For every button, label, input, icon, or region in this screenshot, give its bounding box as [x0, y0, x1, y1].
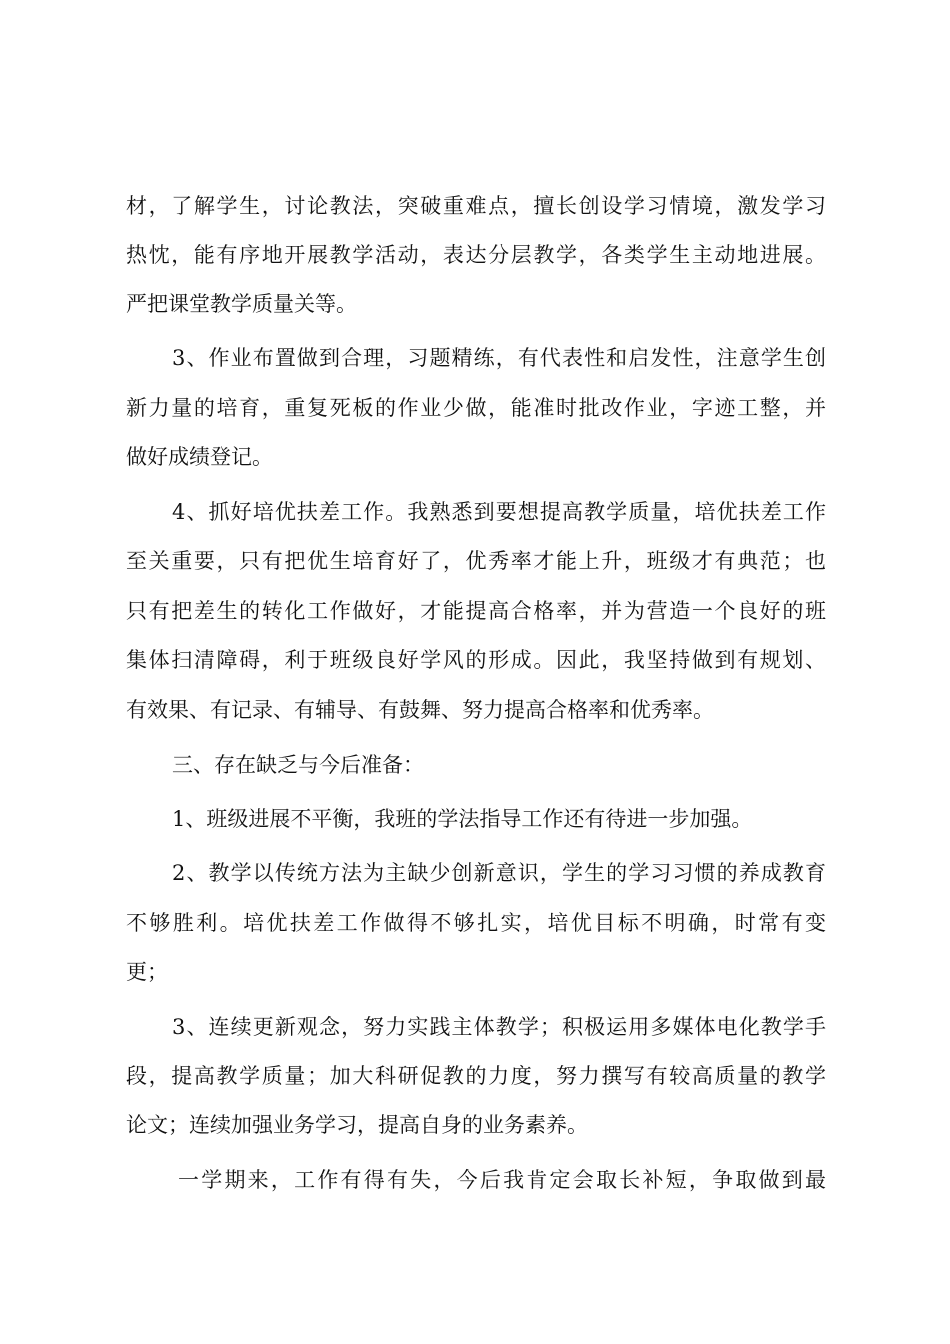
text-line: 更；: [126, 960, 168, 984]
text-line: 做好成绩登记。: [126, 445, 273, 469]
text-line: 3、连续更新观念，努力实践主体教学；积极运用多媒体电化教学手: [172, 1015, 826, 1039]
text-line: 一学期来，工作有得有失，今后我肯定会取长补短，争取做到最: [178, 1168, 826, 1192]
text-line: 热忱，能有序地开展教学活动，表达分层教学，各类学生主动地进展。: [126, 243, 826, 267]
text-line: 论文；连续加强业务学习，提高自身的业务素养。: [126, 1113, 588, 1137]
section-heading: 三、存在缺乏与今后准备：: [172, 753, 424, 777]
text-line: 段，提高教学质量；加大科研促教的力度，努力撰写有较高质量的教学: [126, 1064, 826, 1088]
text-line: 集体扫清障碍，利于班级良好学风的形成。因此，我坚持做到有规划、: [126, 648, 826, 672]
text-line: 材，了解学生，讨论教法，突破重难点，擅长创设学习情境，激发学习: [126, 194, 826, 218]
text-line: 3、作业布置做到合理，习题精练，有代表性和启发性，注意学生创: [172, 346, 826, 370]
text-line: 至关重要，只有把优生培育好了，优秀率才能上升，班级才有典范；也: [126, 549, 826, 573]
text-line: 1、班级进展不平衡，我班的学法指导工作还有待进一步加强。: [172, 807, 753, 831]
text-line: 只有把差生的转化工作做好，才能提高合格率，并为营造一个良好的班: [126, 599, 826, 623]
text-line: 4、抓好培优扶差工作。我熟悉到要想提高教学质量，培优扶差工作: [172, 500, 826, 524]
text-line: 2、教学以传统方法为主缺少创新意识，学生的学习习惯的养成教育: [172, 861, 826, 885]
text-line: 严把课堂教学质量关等。: [126, 292, 357, 316]
text-line: 新力量的培育，重复死板的作业少做，能准时批改作业，字迹工整，并: [126, 396, 826, 420]
text-line: 不够胜利。培优扶差工作做得不够扎实，培优目标不明确，时常有变: [126, 911, 826, 935]
text-line: 有效果、有记录、有辅导、有鼓舞、努力提高合格率和优秀率。: [126, 698, 714, 722]
